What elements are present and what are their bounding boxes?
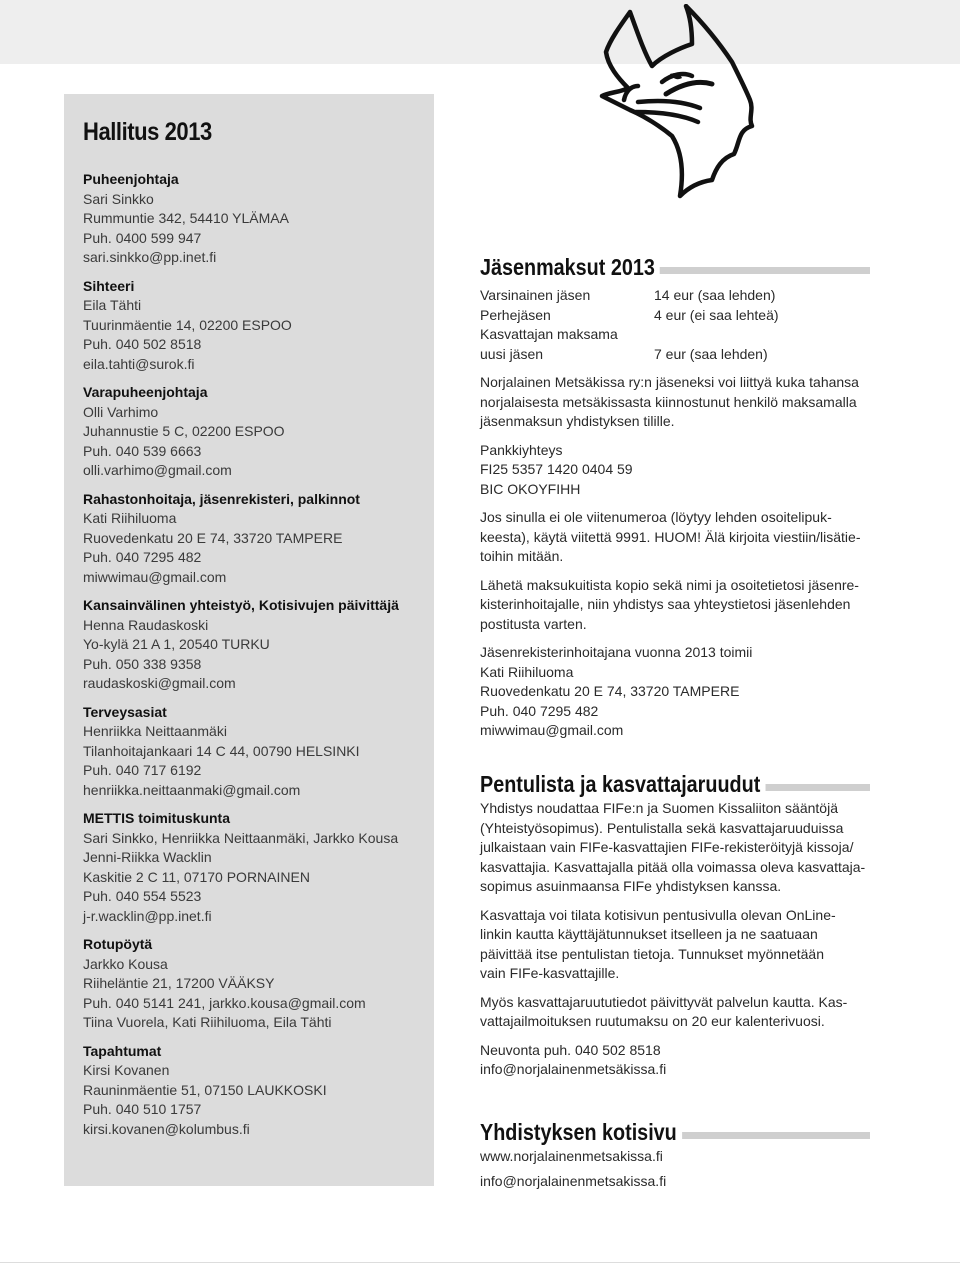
fee-name: Perhejäsen [480,306,551,323]
text-line: sopimus asuinmaansa FIFe yhdistyksen kanssa. [480,878,782,894]
fee-name: Varsinainen jäsen [480,287,591,303]
info-line: Puh. 0400 599 947 [83,229,202,246]
role-title: Sihteeri [83,277,135,294]
fee-row [480,325,870,345]
info-line: Yo-kylä 21 A 1, 20540 TURKU [83,636,270,652]
info-line: Kati Riihiluoma [83,510,177,526]
role-title: Puheenjohtaja [83,171,179,187]
contact-line[interactable]: j-r.wacklin@pp.inet.fi [83,907,212,924]
paragraph [480,799,870,897]
text-line: jäsenmaksun yhdistyksen tilille. [480,413,675,429]
fee-table [480,286,870,364]
info-line: Henna Raudaskoski [83,616,209,633]
board-member-block [83,383,428,481]
role-title: Rahastonhoitaja, jäsenrekisteri, palkinnot [83,490,360,507]
info-line: Olli Varhimo [83,403,159,420]
fee-price: 4 eur (ei saa lehteä) [654,306,779,323]
board-panel [64,94,434,1186]
fee-name: uusi jäsen [480,345,544,362]
contact-line[interactable]: miwwimau@gmail.com [83,568,227,585]
cat-head-icon [588,4,768,200]
info-line: Ruovedenkatu 20 E 74, 33720 TAMPERE [83,529,343,546]
text-line: Myös kasvattajaruututiedot päivittyvät palvelun kautta. Kas- [480,993,848,1010]
litters-text [480,799,870,1080]
text-line: (Yhteistyösopimus). Pentulistalla sekä kasvattajaruuduissa [480,819,844,836]
info-line: Puh. 040 510 1757 [83,1101,202,1117]
info-line: Henriikka Neittaanmäki [83,723,227,739]
fees-text [480,373,870,741]
text-line: kasvattajia. Kasvattajalla pitää olla voimassa oleva kasvattaja- [480,858,866,875]
board-list [83,170,428,1148]
info-line: Kirsi Kovanen [83,1062,170,1078]
text-line: keesta), käytä viitettä 9991. HUOM! Älä kirjoita viestiin/lisätie- [480,528,861,545]
fees-section [480,254,870,750]
board-member-block [83,703,428,801]
info-line: Jenni-Riikka Wacklin [83,849,212,865]
contact-line[interactable]: henriikka.neittaanmaki@gmail.com [83,781,301,798]
homepage-url-link[interactable]: www.norjalainenmetsakissa.fi [480,1148,663,1164]
info-line: Puh. 040 539 6663 [83,442,202,459]
info-line: Tiina Vuorela, Kati Riihiluoma, Eila Tähti [83,1014,332,1030]
paragraph [480,576,870,635]
info-line: Tuurinmäentie 14, 02200 ESPOO [83,316,292,333]
role-title: Kansainvälinen yhteistyö, Kotisivujen päivittäjä [83,597,399,613]
contact-line[interactable]: olli.varhimo@gmail.com [83,462,232,478]
info-line: Sari Sinkko [83,190,154,207]
fees-title: Jäsenmaksut 2013 [480,254,660,280]
contact-line[interactable]: eila.tahti@surok.fi [83,355,195,372]
role-title: Varapuheenjohtaja [83,384,208,400]
paragraph [480,441,870,500]
info-line: Rummuntie 342, 54410 YLÄMAA [83,210,289,226]
paragraph [480,906,870,984]
litters-section [480,771,870,1089]
role-title: Tapahtumat [83,1042,162,1059]
top-band [0,0,960,64]
bottom-rule [0,1262,960,1263]
homepage-title: Yhdistyksen kotisivu [480,1119,682,1145]
info-line: Rauninmäentie 51, 07150 LAUKKOSKI [83,1081,327,1098]
text-line: toihin mitään. [480,548,564,564]
board-title: Hallitus 2013 [83,118,212,146]
info-line: Puh. 040 502 8518 [83,336,202,352]
info-line: Jarkko Kousa [83,955,168,972]
info-line: Kaskitie 2 C 11, 07170 PORNAINEN [83,868,310,885]
contact-line[interactable]: raudaskoski@gmail.com [83,675,236,691]
text-line: Neuvonta puh. 040 502 8518 [480,1041,661,1058]
litters-heading [480,771,870,799]
info-line: Puh. 040 717 6192 [83,762,202,778]
board-member-block [83,277,428,375]
homepage-email-link[interactable]: info@norjalainenmetsakissa.fi [480,1172,667,1189]
info-line: Puh. 050 338 9358 [83,655,202,672]
board-member-block [83,490,428,588]
text-line: FI25 5357 1420 0404 59 [480,461,633,477]
role-title: METTIS toimituskunta [83,810,230,826]
text-line: julkaistaan vain FIFe-kasvattajien FIFe-rekisteröityjä kissoja/ [480,839,854,855]
info-line: Puh. 040 554 5523 [83,888,202,904]
paragraph [480,508,870,567]
text-line: BIC OKOYFIHH [480,480,581,497]
info-line: Tilanhoitajankaari 14 C 44, 00790 HELSINKI [83,742,360,759]
board-member-block [83,170,428,268]
fee-price: 14 eur (saa lehden) [654,287,776,303]
text-line: Ruovedenkatu 20 E 74, 33720 TAMPERE [480,683,740,699]
text-line: Lähetä maksukuitista kopio sekä nimi ja osoitetietosi jäsenre- [480,576,859,593]
board-member-block [83,1042,428,1140]
info-line: Puh. 040 7295 482 [83,549,202,565]
role-title: Rotupöytä [83,936,153,952]
contact-line[interactable]: kirsi.kovanen@kolumbus.fi [83,1120,250,1137]
text-line: postitusta varten. [480,615,587,632]
text-line: päivittää itse pentulistan tietoja. Tunnukset myönnetään [480,945,824,962]
board-member-block [83,935,428,1033]
info-line: Eila Tähti [83,297,142,313]
text-line: Jos sinulla ei ole viitenumeroa (löytyy lehden osoitelipuk- [480,509,832,525]
board-member-block [83,596,428,694]
text-line: norjalaisesta metsäkissasta kiinnostunut henkilö maksamalla [480,393,857,410]
paragraph [480,1041,870,1080]
board-member-block [83,809,428,926]
fee-row [480,286,870,306]
paragraph [480,643,870,741]
paragraph [480,373,870,432]
fee-row [480,306,870,326]
info-line: Sari Sinkko, Henriikka Neittaanmäki, Jarkko Kousa [83,829,399,846]
fee-price: 7 eur (saa lehden) [654,345,768,362]
homepage-section [480,1119,870,1200]
text-line: Kati Riihiluoma [480,663,574,680]
homepage-heading [480,1119,870,1147]
text-line: vain FIFe-kasvattajille. [480,965,620,981]
email-link[interactable]: miwwimau@gmail.com [480,722,624,738]
text-line: Norjalainen Metsäkissa ry:n jäseneksi voi liittyä kuka tahansa [480,374,859,390]
text-line: kisterinhoitajalle, niin yhdistys saa yhteystietosi jäsenlehden [480,596,851,612]
contact-line[interactable]: sari.sinkko@pp.inet.fi [83,249,217,265]
info-line: Riiheläntie 21, 17200 VÄÄKSY [83,975,275,991]
text-line: linkin kautta käyttäjätunnukset itselleen ja ne saatuaan [480,926,818,942]
info-line: Juhannustie 5 C, 02200 ESPOO [83,423,285,439]
email-link[interactable]: info@norjalainenmetsäkissa.fi [480,1061,667,1077]
role-title: Terveysasiat [83,703,167,720]
fees-heading [480,254,870,282]
text-line: Jäsenrekisterinhoitajana vuonna 2013 toimii [480,644,753,660]
text-line: Kasvattaja voi tilata kotisivun pentusivulla olevan OnLine- [480,906,836,923]
fee-row [480,345,870,365]
text-line: Puh. 040 7295 482 [480,702,599,719]
text-line: Yhdistys noudattaa FIFe:n ja Suomen Kissaliiton sääntöjä [480,800,838,816]
text-line: Pankkiyhteys [480,441,563,458]
contact-line[interactable]: Puh. 040 5141 241, jarkko.kousa@gmail.com [83,994,366,1011]
paragraph [480,993,870,1032]
text-line: vattajailmoituksen ruutumaksu on 20 eur kalenterivuosi. [480,1013,825,1029]
fee-name: Kasvattajan maksama [480,326,618,342]
litters-title: Pentulista ja kasvattajaruudut [480,771,765,797]
